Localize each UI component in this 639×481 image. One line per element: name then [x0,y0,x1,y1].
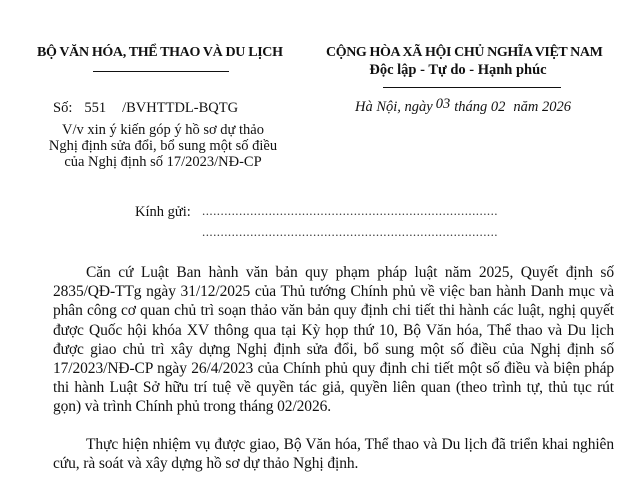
national-title: CỘNG HÒA XÃ HỘI CHỦ NGHĨA VIỆT NAM [326,45,603,60]
subject-line-2: Nghị định sửa đổi, bổ sung một số điều [48,138,278,154]
subject-line-3: của Nghị định số 17/2023/NĐ-CP [64,154,262,170]
date-day: 03 [435,96,451,112]
recipient-label: Kính gửi: [135,204,191,220]
agency-underline-divider [93,71,229,72]
body-paragraph-2: Thực hiện nhiệm vụ được giao, Bộ Văn hóa, Thể thao và Du lịch đã triển khai nghiên cứu, rà soát và xây dựng hồ sơ dự thảo Nghị định. [53,436,614,473]
document-number [53,100,238,117]
date-year-label: năm [513,99,539,115]
document-number-code: /BVHTTDL-BQTG [122,100,239,116]
body-paragraph-1: Căn cứ Luật Ban hành văn bản quy phạm pháp luật năm 2025, Quyết định số 2835/QĐ-TTg ngày 31/12/2025 của Thủ tướng Chính phủ về việc ban hành Danh mục và phân công cơ quan chủ trì soạn thảo văn bản quy định chi tiết thi hành các luật, nghị quyết được Quốc hội khóa XV thông qua tại Kỳ họp thứ 10, Bộ Văn hóa, Thể thao và Du lịch được giao chủ trì xây dựng Nghị định sửa đổi, bổ sung một số điều của Nghị định số 17/2023/NĐ-CP ngày 26/4/2023 của Chính phủ quy định chi tiết một số điều và biện pháp thi hành Luật Sở hữu trí tuệ về quyền tác giả, quyền liên quan (theo trình tự, thủ tục rút gọn) và trình Chính phủ trong tháng 02/2026. [53,264,614,416]
document-subject [40,122,286,170]
subject-line-1: V/v xin ý kiến góp ý hồ sơ dự thảo [61,122,264,138]
recipient-blank-line-1: ................................................................................ [202,203,498,218]
motto-underline-divider [383,87,561,88]
date-month: 02 [490,99,506,115]
national-motto: Độc lập - Tự do - Hạnh phúc [369,62,547,78]
document-number-value: 551 [84,100,107,116]
date-year: 2026 [542,99,571,115]
document-number-label: Số: [53,100,73,116]
place-and-date [355,96,571,116]
date-month-label: tháng [454,99,488,115]
issuing-agency: BỘ VĂN HÓA, THỂ THAO VÀ DU LỊCH [37,45,283,60]
recipient-blank-line-2: ................................................................................ [202,224,498,239]
date-place-prefix: Hà Nội, ngày [355,99,433,115]
